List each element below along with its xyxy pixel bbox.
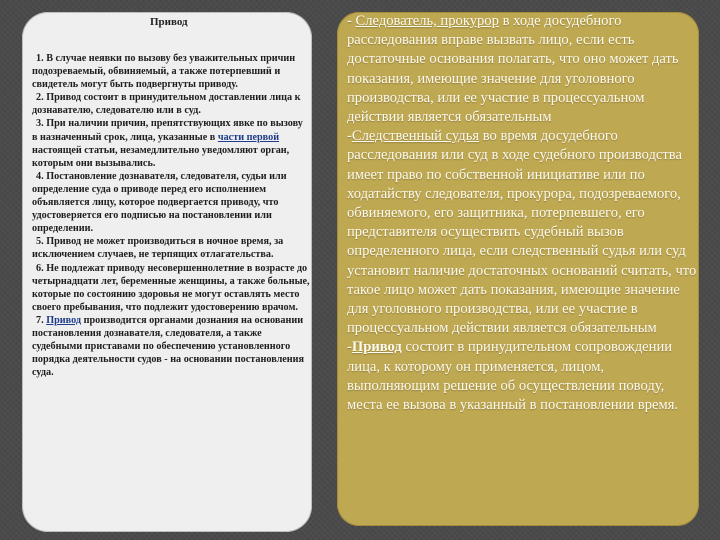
paragraph-3-end: настоящей статьи, незамедлительно уведомляют орган, которым они вызывались. [32, 144, 290, 169]
paragraph-3-text: состоит в принудительном сопровождении лица, к которому он применяется, лицом, выполняющим решение об осуществлении поводу, места ее вызова в указанный в постановлении время. [347, 339, 679, 414]
article-paragraph-1: 1. В случае неявки по вызову без уважительных причин подозреваемый, обвиняемый, а также потерпевший и свидетель могут быть подвергнуты приводу. [32, 53, 296, 91]
dash-1: - [347, 13, 356, 29]
article-paragraph-2: 2. Привод состоит в принудительном доставлении лица к дознавателю, следователю или в суд. [32, 92, 301, 117]
article-paragraph-4: 4. Постановление дознавателя, следователя, судьи или определение суда о приводе перед его исполнением объявляется лицу, которое подвергается приводу, что удостоверяется его подписью на постановлении или определении. [32, 170, 287, 235]
paragraph-7-number: 7. [36, 314, 44, 326]
paragraph-7-end: производится органами дознания на основании постановления дознавателя, следователя, а также судебными приставами по обеспечению установленного порядка деятельности судов - на основании постановления суда. [32, 314, 305, 379]
summary-paragraph-1 [347, 12, 697, 127]
investigator-prosecutor-link[interactable]: Следователь, прокурор [355, 13, 499, 29]
dash-2: - [347, 128, 352, 145]
article-paragraph-6: 6. Не подлежат приводу несовершеннолетние в возрасте до четырнадцати лет, беременные женщины, а также больные, которые по состоянию здоровья не могут оставлять место своего пребывания, что подлежит удостоверению врачом. [32, 262, 310, 313]
dash-3: - [347, 339, 352, 356]
article-paragraph-7 [32, 314, 310, 379]
summary-text [347, 12, 697, 415]
card-title: Привод [150, 16, 188, 28]
summary-paragraph-2 [347, 127, 697, 338]
summary-paragraph-3 [347, 338, 697, 415]
investigating-judge-link[interactable]: Следственный судья [351, 128, 480, 145]
paragraph-3-start: 3. При наличии причин, препятствующих явке по вызову в назначенный срок, лица, указанные в [32, 118, 303, 143]
paragraph-1-text: в ходе досудебного расследования вправе вызвать лицо, если есть достаточные основания полагать, что оно может дать показания, имеющие значение для уголовного производства, или ее участие в процессуальном действии является обязательным [347, 13, 679, 126]
law-text-card [22, 12, 312, 532]
article-paragraph-3 [32, 117, 310, 169]
law-article-body [32, 52, 310, 379]
summary-card [337, 12, 699, 526]
privod-link[interactable]: Привод [46, 314, 82, 326]
part-one-link[interactable]: части первой [217, 131, 280, 143]
privod-term: Привод [351, 339, 402, 356]
article-paragraph-5: 5. Привод не может производиться в ночное время, за исключением случаев, не терпящих отлагательства. [32, 236, 284, 261]
paragraph-2-text: во время досудебного расследования или суд в ходе судебного производства имеет право по собственной инициативе или по ходатайству следователя, прокурора, подозреваемого, обвиняемого, его защитника, потерпевшего, его представителя осуществить судебный вызов определенного лица, если следственный судья или суд установит наличие достаточных оснований считать, что такое лицо может дать показания, имеющие значение для уголовного производства, или ее участие в процессуальном действии является обязательным [347, 128, 697, 337]
